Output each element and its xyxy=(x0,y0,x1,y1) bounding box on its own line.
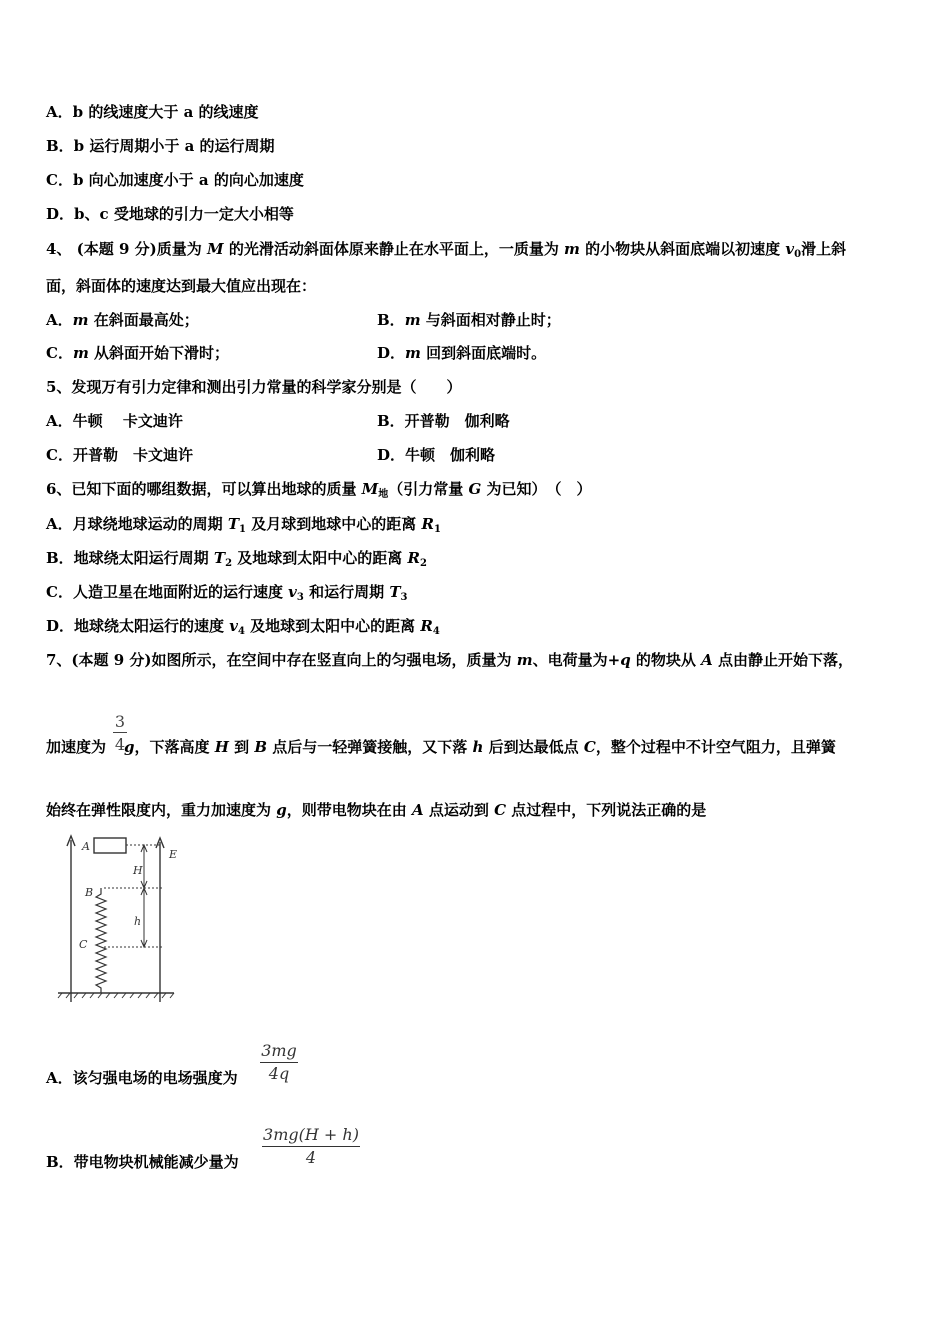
q7-option-b: B．带电物块机械能减少量为 xyxy=(46,1153,239,1171)
q5-stem: 5、发现万有引力定律和测出引力常量的科学家分别是（ ） xyxy=(46,378,462,396)
q7-stem-line3: 始终在弹性限度内，重力加速度为 g，则带电物块在由 A 点运动到 C 点过程中，下列说法正确的是 xyxy=(46,801,707,819)
acceleration-fraction: 3 4 xyxy=(114,712,126,754)
label-c: C xyxy=(79,938,88,951)
q6-option-d: D．地球绕太阳运行的速度 $v_4$ 及地球到太阳中心的距离 $R_4$ xyxy=(46,617,440,637)
q6-stem: 6、已知下面的哪组数据，可以算出地球的质量 $M_地$（引力常量 G 为已知） （ ） xyxy=(46,480,592,500)
spring xyxy=(96,888,106,993)
q5-option-d: D．牛顿 伽利略 xyxy=(377,446,496,464)
q4-option-b: B．m 与斜面相对静止时； xyxy=(377,311,561,329)
q4-option-d: D．m 回到斜面底端时。 xyxy=(377,344,547,362)
q4-stem-line2: 面，斜面体的速度达到最大值应出现在： xyxy=(46,277,317,295)
q6-option-b: B．地球绕太阳运行周期 $T_2$ 及地球到太阳中心的距离 $R_2$ xyxy=(46,549,427,569)
q3-option-b: B．b 运行周期小于 a 的运行周期 xyxy=(46,137,275,155)
spring-electric-field-figure xyxy=(52,830,192,1012)
q6-option-c: C．人造卫星在地面附近的运行速度 $v_3$ 和运行周期 $T_3$ xyxy=(46,583,408,603)
label-h-upper: H xyxy=(133,864,143,877)
q3-option-d: D．b、c 受地球的引力一定大小相等 xyxy=(46,205,294,223)
label-e: E xyxy=(169,848,178,861)
option-a-fraction: 3mg 4q xyxy=(261,1041,297,1083)
q7-stem-line2: 加速度为 g，下落高度 H 到 B 点后与一轻弹簧接触，又下落 h 后到达最低点 C，整个过程中不计空气阻力，且弹簧 xyxy=(46,738,836,756)
q4-stem-line1: 4、 (本题 9 分)质量为 M 的光滑活动斜面体原来静止在水平面上，一质量为 m 的小物块从斜面底端以初速度 $v_0$滑上斜 xyxy=(46,240,847,260)
q3-option-c: C．b 向心加速度小于 a 的向心加速度 xyxy=(46,171,304,189)
q4-option-a: A．m 在斜面最高处； xyxy=(46,311,199,329)
q3-option-a: A．b 的线速度大于 a 的线速度 xyxy=(46,103,259,121)
block-a xyxy=(94,838,126,853)
q5-option-b: B．开普勒 伽利略 xyxy=(377,412,510,430)
label-a: A xyxy=(82,840,90,853)
q4-option-c: C．m 从斜面开始下滑时； xyxy=(46,344,230,362)
label-h-lower: h xyxy=(134,915,142,928)
q5-option-c: C．开普勒 卡文迪许 xyxy=(46,446,193,464)
q7-stem-line1: 7、(本题 9 分)如图所示，在空间中存在竖直向上的匀强电场，质量为 m、电荷量为+q 的物块从 A 点由静止开始下落， xyxy=(46,651,854,669)
option-b-fraction: 3mg(H + h) 4 xyxy=(263,1125,359,1167)
q5-option-a: A．牛顿 卡文迪许 xyxy=(46,412,183,430)
q7-option-a: A．该匀强电场的电场强度为 xyxy=(46,1069,238,1087)
q6-option-a: A．月球绕地球运动的周期 $T_1$ 及月球到地球中心的距离 $R_1$ xyxy=(46,515,441,535)
label-b: B xyxy=(85,886,94,899)
